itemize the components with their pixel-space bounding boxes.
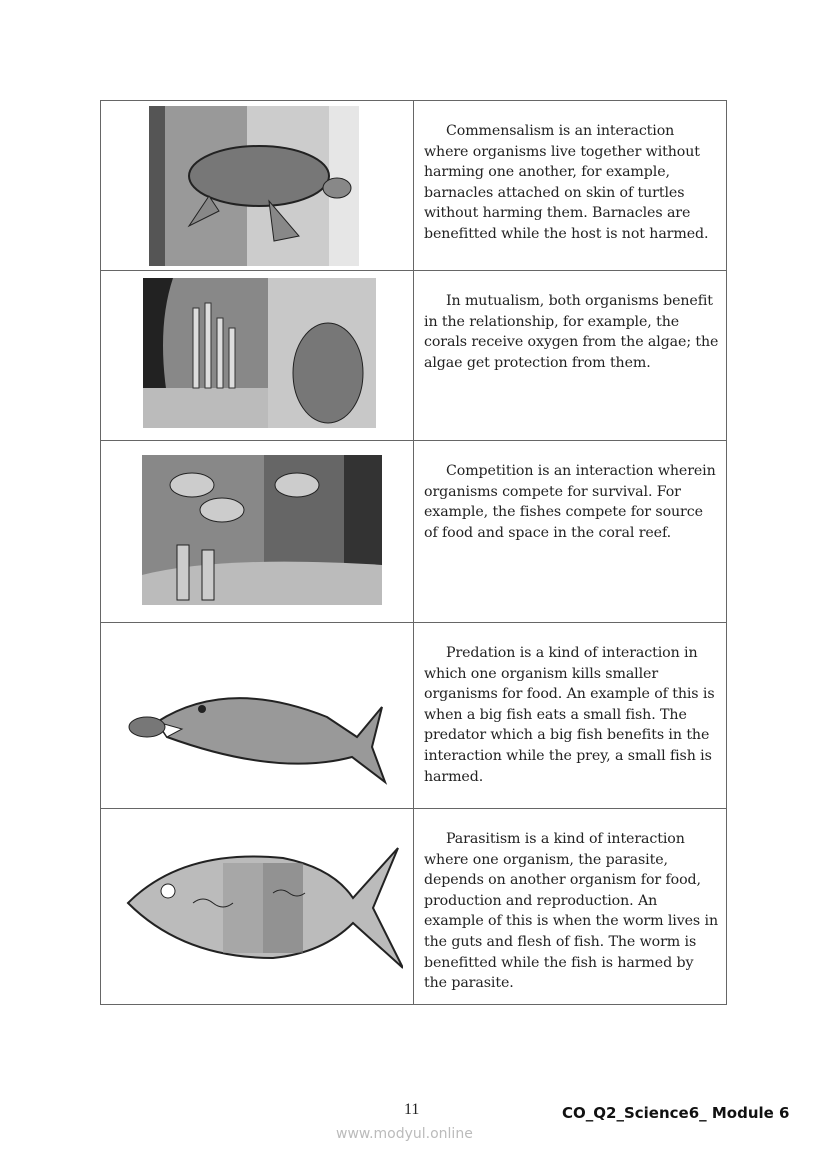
table-row: [101, 809, 727, 1005]
image-cell: [101, 101, 414, 271]
image-cell: [101, 441, 414, 623]
mutualism-description: In mutualism, both organisms benefit in the relationship, for example, the corals receive oxygen from the algae; the algae get protection from them.: [414, 271, 727, 441]
commensalism-description: Commensalism is an interaction where organisms live together without harming one another, for example, barnacles attached on skin of turtles without harming them. Barnacles are benefitted while the host is not harmed.: [414, 101, 727, 271]
table-row: [101, 441, 727, 623]
interactions-table: [100, 100, 727, 1005]
image-cell: [101, 809, 414, 1005]
competition-description: Competition is an interaction wherein organisms compete for survival. For example, the fishes compete for source of food and space in the coral reef.: [414, 441, 727, 623]
coral-reef-fishes-image: [142, 455, 384, 607]
predation-description: Predation is a kind of interaction in which one organism kills smaller organisms for food. An example of this is when a big fish eats a small fish. The predator which a big fish benefits in the interaction while the prey, a small fish is harmed.: [414, 623, 727, 809]
page-number: 11: [404, 1101, 420, 1118]
table-row: [101, 101, 727, 271]
turtle-with-barnacles-image: [149, 106, 367, 268]
table-row: [101, 271, 727, 441]
image-cell: [101, 271, 414, 441]
image-cell: [101, 623, 414, 809]
big-fish-eating-small-fish-image: [127, 667, 389, 787]
parasitism-description: Parasitism is a kind of interaction where one organism, the parasite, depends on another organism for food, production and reproduction. An example of this is when the worm lives in the guts and flesh of fish. The worm is benefitted while the fish is harmed by the parasite.: [414, 809, 727, 1005]
watermark: www.modyul.online: [336, 1126, 473, 1142]
module-code: CO_Q2_Science6_ Module 6: [562, 1104, 790, 1122]
corals-and-algae-image: [143, 278, 377, 430]
fish-with-worms-image: [123, 833, 403, 973]
table-row: [101, 623, 727, 809]
